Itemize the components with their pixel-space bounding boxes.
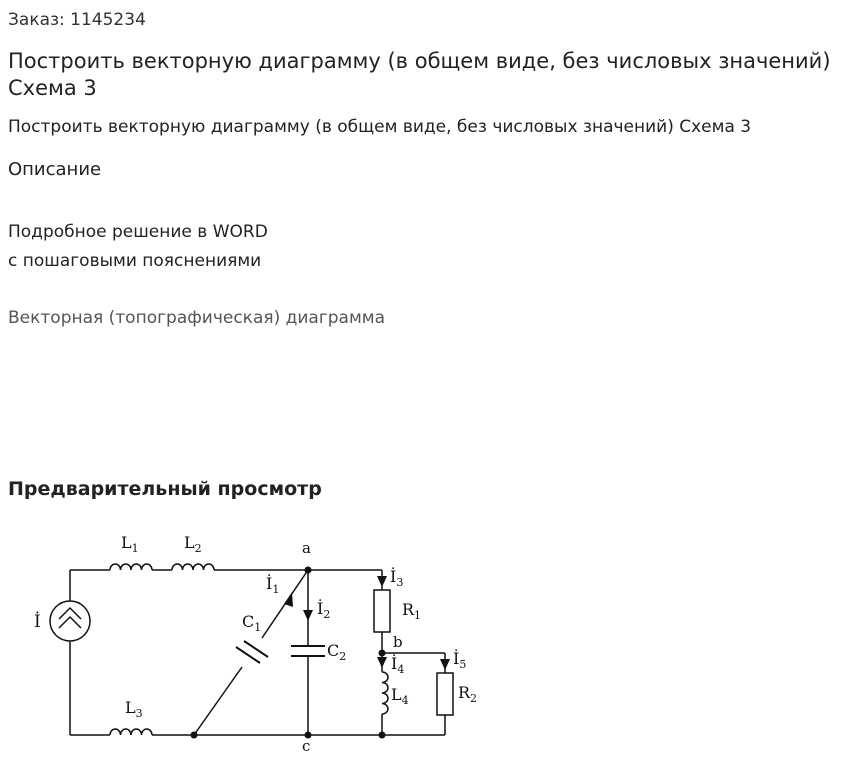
label-l1: $L_1$	[121, 533, 139, 555]
circuit-schematic	[30, 528, 490, 758]
node-c1-bottom-dot	[191, 732, 198, 739]
label-l4: $L_4$	[391, 685, 409, 707]
label-l2: $L_2$	[184, 533, 202, 555]
circuit-nodes	[191, 567, 386, 739]
resistor-r1	[374, 590, 390, 632]
arrow-i2-icon	[303, 610, 313, 621]
diagram-type-link[interactable]: Векторная (топографическая) диаграмма	[8, 308, 386, 328]
product-subtitle: Построить векторную диаграмму (в общем виде, без числовых значений) Схема 3	[8, 117, 752, 137]
node-bottom-right-dot	[379, 732, 386, 739]
label-r1: $R_1$	[402, 600, 422, 622]
arrow-i3-icon	[377, 576, 387, 587]
inductor-l3	[110, 729, 152, 735]
label-i5: $İ_5$	[453, 649, 467, 671]
node-a-dot	[305, 567, 312, 574]
current-source-icon	[50, 601, 90, 641]
description-line-2: с пошаговыми пояснениями	[8, 251, 262, 271]
label-source: İ	[34, 612, 41, 632]
label-c1: $C_1$	[242, 612, 262, 634]
label-i1: $İ_1$	[266, 574, 280, 596]
label-node-c: c	[302, 737, 311, 755]
page-title: Построить векторную диаграмму (в общем виде, без числовых значений) Схема 3	[8, 49, 831, 100]
label-i2: $İ_2$	[317, 599, 331, 621]
arrow-i4-icon	[377, 657, 387, 668]
capacitor-c1	[236, 641, 268, 663]
label-r2: $R_2$	[458, 683, 478, 705]
label-c2: $C_2$	[327, 641, 347, 663]
label-l3: $L_3$	[125, 698, 143, 720]
preview-heading: Предварительный просмотр	[8, 478, 322, 500]
label-i3: $İ_3$	[390, 567, 404, 589]
capacitor-c2	[291, 646, 325, 656]
description-heading: Описание	[8, 159, 102, 180]
label-i4: $İ_4$	[391, 654, 405, 676]
order-number: Заказ: 1145234	[8, 10, 146, 30]
inductor-l1	[110, 564, 152, 570]
node-b-dot	[379, 650, 386, 657]
resistor-r2	[437, 673, 453, 715]
label-node-b: b	[393, 633, 403, 651]
label-node-a: a	[302, 539, 311, 557]
arrow-i5-icon	[440, 659, 450, 670]
inductor-l4	[382, 672, 388, 714]
inductor-l2	[172, 564, 214, 570]
description-line-1: Подробное решение в WORD	[8, 222, 268, 242]
